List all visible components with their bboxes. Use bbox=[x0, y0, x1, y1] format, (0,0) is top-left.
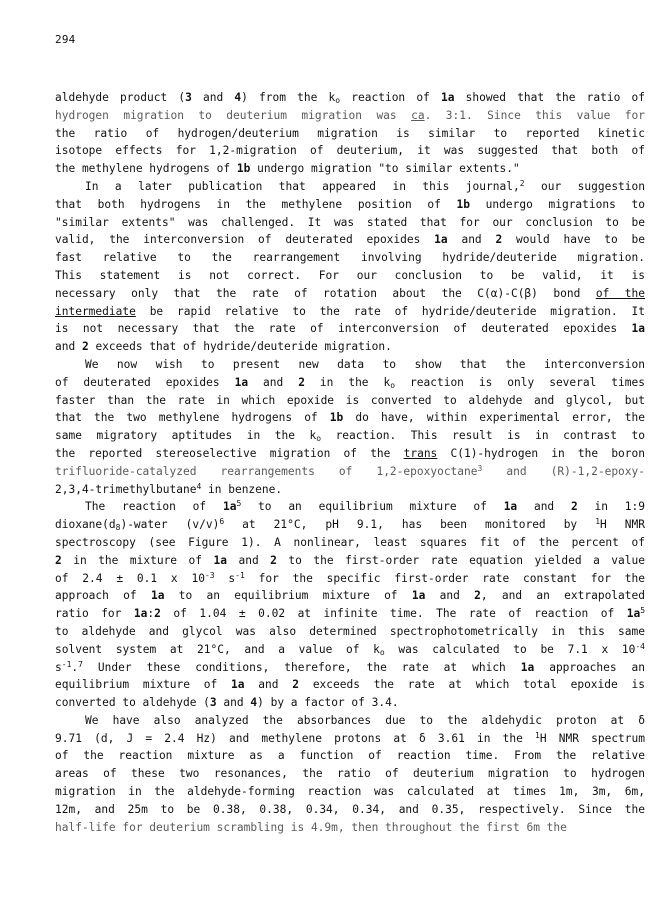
text-run: exceeds that of hydride/deuteride migration. bbox=[88, 340, 392, 354]
text-run: of 2.4 ± 0.1 x 10 bbox=[55, 571, 205, 585]
text-run: ) from the k bbox=[241, 91, 336, 104]
text-run: and bbox=[216, 696, 251, 710]
text-run: of 1.04 ± 0.02 at infinite time. The rate of reaction of bbox=[160, 607, 627, 621]
text-run: s bbox=[214, 571, 236, 585]
compound-label: 1a bbox=[626, 607, 641, 621]
text-line bbox=[55, 498, 645, 516]
text-line bbox=[55, 463, 645, 481]
compound-label: 1a bbox=[411, 589, 426, 603]
superscript: 2 bbox=[519, 178, 525, 188]
compound-label: 1a bbox=[520, 660, 535, 674]
text-run: )-water (v/v) bbox=[120, 518, 220, 532]
text-line bbox=[55, 231, 645, 249]
text-run: solvent system at 21°C, and a value of k bbox=[55, 642, 380, 656]
text-line bbox=[55, 178, 645, 196]
text-run: This statement is not correct. For our conclusion to be valid, it is bbox=[55, 268, 645, 282]
text-run: 2,3,4-trimethylbutane bbox=[55, 482, 197, 496]
text-line bbox=[55, 552, 645, 570]
compound-label: 2 bbox=[298, 375, 305, 389]
text-line bbox=[55, 409, 645, 427]
superscript: 1 bbox=[535, 730, 540, 740]
text-run: exceeds the rate at which total epoxide is bbox=[299, 678, 645, 692]
text-run: half-life for deuterium scrambling is 4.9m, then throughout the first 6m the bbox=[55, 820, 567, 834]
text-line bbox=[55, 445, 645, 463]
subscript: 8 bbox=[115, 523, 121, 533]
text-run: and bbox=[425, 589, 475, 603]
text-run: to the first-order rate equation yielded a value bbox=[276, 553, 645, 567]
compound-label: 1a bbox=[440, 91, 455, 104]
compound-label: 4 bbox=[234, 91, 242, 104]
text-run: the reported stereoselective migration of the bbox=[55, 446, 404, 460]
text-line bbox=[55, 801, 645, 819]
text-run: approaches an bbox=[534, 660, 645, 674]
text-run: valid, the interconversion of deuterated epoxides bbox=[55, 233, 435, 247]
text-run: in benzene. bbox=[201, 482, 283, 496]
text-run: to an equilibrium mixture of bbox=[164, 589, 412, 603]
text-run: migration in the aldehyde-forming reaction was calculated at times 1m, 3m, 6m, bbox=[55, 785, 645, 799]
superscript: -1 bbox=[235, 570, 245, 580]
superscript: 5 bbox=[236, 499, 242, 509]
text-line bbox=[55, 125, 645, 143]
text-line bbox=[55, 605, 645, 623]
superscript: -4 bbox=[635, 641, 645, 651]
page-number: 294 bbox=[55, 33, 76, 46]
text-run: reaction is only several times bbox=[395, 375, 645, 389]
compound-label: 1b bbox=[236, 162, 251, 176]
text-run: undergo migrations to bbox=[470, 197, 645, 211]
text-line bbox=[55, 249, 645, 267]
emphasis-text: trans bbox=[403, 446, 438, 460]
text-run: 9.71 (d, J = 2.4 Hz) and methylene protons at δ 3.61 in the bbox=[55, 731, 536, 745]
text-run: our suggestion bbox=[524, 179, 645, 193]
text-line bbox=[55, 765, 645, 783]
text-line bbox=[55, 641, 645, 659]
text-run: of the reaction mixture as a function of reaction time. From the relative bbox=[55, 749, 645, 763]
compound-label: 3 bbox=[209, 696, 217, 710]
text-run: that the two methylene hydrogens of bbox=[55, 411, 330, 425]
text-run: We have also analyzed the absorbances due to the aldehydic proton at δ bbox=[85, 713, 645, 727]
text-run: necessary only that the rate of rotation about the C(α)-C(β) bond bbox=[55, 286, 596, 300]
compound-label: 2 bbox=[570, 500, 578, 514]
text-line bbox=[55, 374, 645, 392]
text-run: trifluoride-catalyzed rearrangements of 1,2-epoxyoctane bbox=[55, 464, 478, 478]
emphasis-text: intermediate bbox=[55, 304, 136, 318]
text-run: ratio for bbox=[55, 607, 134, 621]
text-run: of deuterated epoxides bbox=[55, 375, 235, 389]
text-line bbox=[55, 392, 645, 410]
text-run: s bbox=[55, 660, 62, 674]
text-line bbox=[55, 587, 645, 605]
body-text bbox=[55, 89, 645, 836]
subscript: o bbox=[390, 380, 396, 390]
text-run: showed that the ratio of bbox=[454, 91, 645, 104]
text-run: in the mixture of bbox=[61, 553, 214, 567]
text-line bbox=[55, 676, 645, 694]
text-run: C(1)-hydrogen in the boron bbox=[437, 446, 645, 460]
text-run: in 1:9 bbox=[577, 500, 645, 514]
text-run: and (R)-1,2-epoxy- bbox=[482, 464, 645, 478]
text-line bbox=[55, 160, 645, 178]
text-run: for the specific first-order rate constant for the bbox=[244, 571, 645, 585]
compound-label: 1a bbox=[150, 589, 165, 603]
text-run: dioxane(d bbox=[55, 518, 116, 532]
text-line bbox=[55, 142, 645, 160]
text-run: , and an extrapolated bbox=[480, 589, 645, 603]
text-line bbox=[55, 427, 645, 445]
superscript: 4 bbox=[196, 481, 202, 491]
text-run: areas of these two resonances, the ratio of deuterium migration to hydrogen bbox=[55, 767, 645, 781]
emphasis-text: ca bbox=[411, 108, 425, 122]
text-line bbox=[55, 320, 645, 338]
compound-label: 4 bbox=[250, 696, 258, 710]
compound-label: 2 bbox=[270, 553, 277, 567]
superscript: -3 bbox=[204, 570, 215, 580]
text-run: equilibrium mixture of bbox=[55, 678, 232, 692]
text-run: : bbox=[147, 607, 155, 621]
compound-label: 1a bbox=[631, 322, 645, 336]
text-run: that both hydrogens in the methylene position of bbox=[55, 197, 457, 211]
text-line bbox=[55, 107, 645, 125]
compound-label: 1a bbox=[503, 500, 518, 514]
compound-label: 1a bbox=[231, 678, 245, 692]
compound-label: 2 bbox=[81, 340, 89, 354]
text-run: ) by a factor of 3.4. bbox=[257, 696, 399, 710]
text-run: Under these conditions, therefore, the rate at which bbox=[82, 660, 521, 674]
compound-label: 2 bbox=[292, 678, 300, 692]
text-line bbox=[55, 356, 645, 374]
text-run: at 21°C, pH 9.1, has been monitored by bbox=[224, 518, 596, 532]
text-line bbox=[55, 89, 645, 107]
text-line bbox=[55, 730, 645, 748]
text-run: reaction of bbox=[340, 91, 441, 104]
subscript: o bbox=[316, 434, 322, 444]
text-line bbox=[55, 285, 645, 303]
text-line bbox=[55, 534, 645, 552]
text-line bbox=[55, 783, 645, 801]
text-line bbox=[55, 214, 645, 232]
compound-label: 2 bbox=[495, 233, 503, 247]
text-run: "similar extents" was challenged. It was stated that for our conclusion to be bbox=[55, 215, 645, 229]
compound-label: 1a bbox=[133, 607, 148, 621]
compound-label: 1b bbox=[329, 411, 344, 425]
text-run: the methylene hydrogens of bbox=[55, 162, 237, 176]
text-run: . bbox=[71, 660, 79, 674]
text-line bbox=[55, 481, 645, 499]
text-line bbox=[55, 623, 645, 641]
subscript: o bbox=[379, 647, 385, 657]
subscript: o bbox=[335, 96, 341, 105]
text-run: . 3:1. Since this value for bbox=[424, 108, 645, 122]
text-run: and bbox=[248, 375, 299, 389]
text-run: 12m, and 25m to be 0.38, 0.38, 0.34, 0.34, and 0.35, respectively. Since the bbox=[55, 802, 645, 816]
text-run: would have to be bbox=[502, 233, 645, 247]
text-run: aldehyde product ( bbox=[55, 91, 186, 104]
compound-label: 2 bbox=[55, 553, 62, 567]
text-line bbox=[55, 694, 645, 712]
text-run: and bbox=[244, 678, 293, 692]
text-run: We now wish to present new data to show that the interconversion bbox=[85, 357, 645, 371]
text-line bbox=[55, 303, 645, 321]
text-run: isotope effects for 1,2-migration of deuterium, it was suggested that both of bbox=[55, 144, 645, 158]
text-line bbox=[55, 196, 645, 214]
compound-label: 1a bbox=[234, 375, 249, 389]
text-run: the ratio of hydrogen/deuterium migration is similar to reported kinetic bbox=[55, 126, 645, 140]
text-run: and bbox=[226, 553, 271, 567]
superscript: 3 bbox=[477, 463, 483, 473]
text-run: was calculated to be 7.1 x 10 bbox=[384, 642, 636, 656]
text-run: reaction. This result is in contrast to bbox=[321, 429, 645, 443]
text-run: to aldehyde and glycol was also determined spectrophotometrically in this same bbox=[55, 624, 645, 638]
text-run: approach of bbox=[55, 589, 151, 603]
text-run: and bbox=[517, 500, 571, 514]
text-run: spectroscopy (see Figure 1). A nonlinear, least squares fit of the percent of bbox=[55, 535, 645, 549]
compound-label: 1b bbox=[456, 197, 470, 211]
superscript: -1 bbox=[61, 659, 72, 669]
superscript: 6 bbox=[219, 517, 225, 527]
text-run: and bbox=[191, 91, 235, 104]
text-line bbox=[55, 712, 645, 730]
text-run: and bbox=[447, 233, 496, 247]
text-run: is not necessary that the rate of interconversion of deuterated epoxides bbox=[55, 322, 632, 336]
text-run: be rapid relative to the rate of hydride/deuteride migration. It bbox=[135, 304, 645, 318]
text-run: to an equilibrium mixture of bbox=[241, 500, 504, 514]
superscript: 1 bbox=[595, 517, 601, 527]
text-run: faster than the rate in which epoxide is converted to aldehyde and glycol, but bbox=[55, 393, 645, 407]
text-line bbox=[55, 747, 645, 765]
text-run: and bbox=[55, 340, 82, 354]
compound-label: 3 bbox=[185, 91, 192, 104]
text-run: hydrogen migration to deuterium migration was bbox=[55, 108, 412, 122]
text-run: do have, within experimental error, the bbox=[343, 411, 645, 425]
text-run: In a later publication that appeared in this journal, bbox=[85, 179, 520, 193]
compound-label: 1a bbox=[434, 233, 448, 247]
compound-label: 2 bbox=[154, 607, 161, 621]
text-line bbox=[55, 819, 645, 837]
text-run: H NMR bbox=[600, 518, 645, 532]
text-line bbox=[55, 338, 645, 356]
compound-label: 1a bbox=[222, 500, 237, 514]
text-line bbox=[55, 570, 645, 588]
text-line bbox=[55, 267, 645, 285]
text-run: undergo migration "to similar extents." bbox=[250, 162, 520, 176]
compound-label: 2 bbox=[474, 589, 481, 603]
text-line bbox=[55, 516, 645, 534]
text-run: H NMR spectrum bbox=[539, 731, 645, 745]
superscript: 5 bbox=[640, 606, 645, 616]
text-run: The reaction of bbox=[85, 500, 223, 514]
superscript: 7 bbox=[78, 659, 83, 669]
text-run: fast relative to the rearrangement involving hydride/deuteride migration. bbox=[55, 251, 645, 265]
text-run: in the k bbox=[304, 375, 391, 389]
text-run: same migratory aptitudes in the k bbox=[55, 429, 317, 443]
emphasis-text: of the bbox=[595, 286, 645, 300]
compound-label: 1a bbox=[213, 553, 227, 567]
text-run: converted to aldehyde ( bbox=[55, 696, 210, 710]
text-line bbox=[55, 659, 645, 677]
